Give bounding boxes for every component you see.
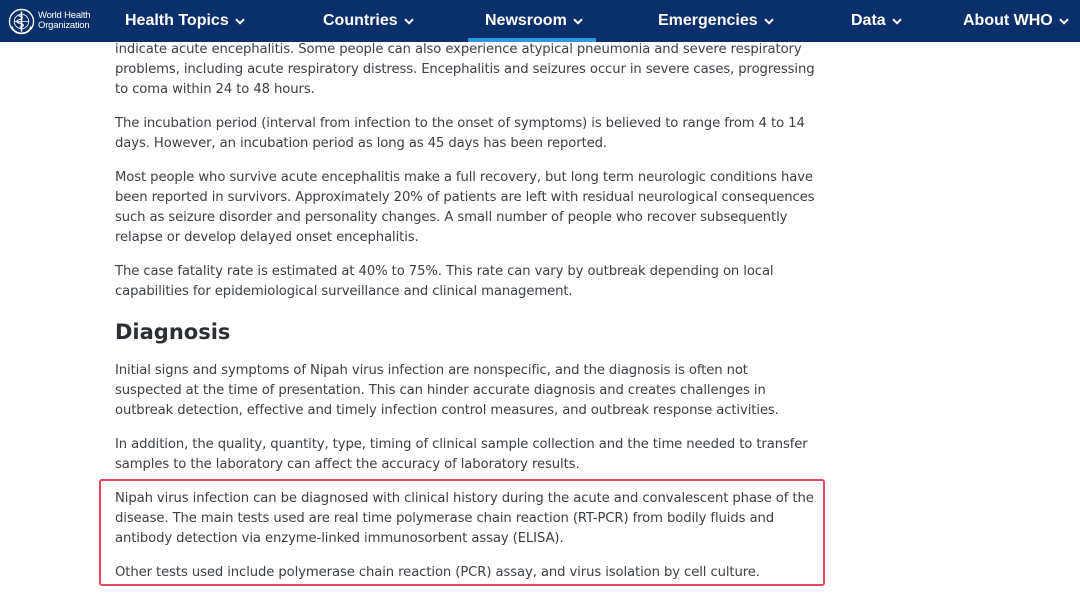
chevron-down-icon [1059,12,1069,30]
who-logo-link[interactable] [8,8,90,34]
paragraph-sample-quality: In addition, the quality, quantity, type, timing of clinical sample collection and the time needed to transfer samples to the laboratory can affect the accuracy of laboratory results. [115,437,808,472]
chevron-down-icon [235,12,245,30]
nav-label: Data [851,12,886,29]
chevron-down-icon [764,12,774,30]
chevron-down-icon [404,12,414,30]
top-navigation-bar [0,0,1080,42]
nav-emergencies[interactable] [658,0,774,42]
nav-label: Newsroom [485,12,567,29]
nav-label: Countries [323,12,398,29]
nav-label: Health Topics [125,12,229,29]
logo-line-2: Organization [38,20,90,31]
paragraph-symptoms-continued: indicate acute encephalitis. Some people can also experience atypical pneumonia and severe respiratory problems, including acute respiratory distress. Encephalitis and seizures occur in severe cases, progressing to coma within 24 to 48 hours. [115,42,815,97]
paragraph-diagnostic-tests: Nipah virus infection can be diagnosed with clinical history during the acute and convalescent phase of the disease. The main tests used are real time polymerase chain reaction (RT-PCR) from bodily fluids and antibody detection via enzyme-linked immunosorbent assay (ELISA). [115,491,814,546]
chevron-down-icon [892,12,902,30]
nav-newsroom[interactable] [485,0,583,42]
section-heading-diagnosis: Diagnosis [115,320,231,344]
paragraph-initial-signs: Initial signs and symptoms of Nipah virus infection are nonspecific, and the diagnosis is often not suspected at the time of presentation. This can hinder accurate diagnosis and creates challenges in outbreak detection, effective and timely infection control measures, and outbreak response activities. [115,363,779,418]
paragraph-case-fatality-rate: The case fatality rate is estimated at 40% to 75%. This rate can vary by outbreak depending on local capabilities for epidemiological surveillance and clinical management. [115,264,774,299]
paragraph-other-tests: Other tests used include polymerase chain reaction (PCR) assay, and virus isolation by cell culture. [115,565,760,580]
nav-label: About WHO [963,12,1053,29]
nav-about-who[interactable] [963,0,1069,42]
nav-data[interactable] [851,0,902,42]
who-logo-text [38,11,90,31]
nav-label: Emergencies [658,12,758,29]
who-emblem-icon [8,8,35,35]
paragraph-survivor-outcomes: Most people who survive acute encephalitis make a full recovery, but long term neurologic conditions have been reported in survivors. Approximately 20% of patients are left with residual neurological consequences such as seizure disorder and personality changes. A small number of people who recover subsequently relapse or develop delayed onset encephalitis. [115,170,815,245]
chevron-down-icon [573,12,583,30]
highlight-annotation-box [99,479,825,586]
nav-health-topics[interactable] [125,0,245,42]
nav-countries[interactable] [323,0,414,42]
logo-line-1: World Health [38,10,91,21]
paragraph-incubation-period: The incubation period (interval from infection to the onset of symptoms) is believed to range from 4 to 14 days. However, an incubation period as long as 45 days has been reported. [115,116,805,151]
